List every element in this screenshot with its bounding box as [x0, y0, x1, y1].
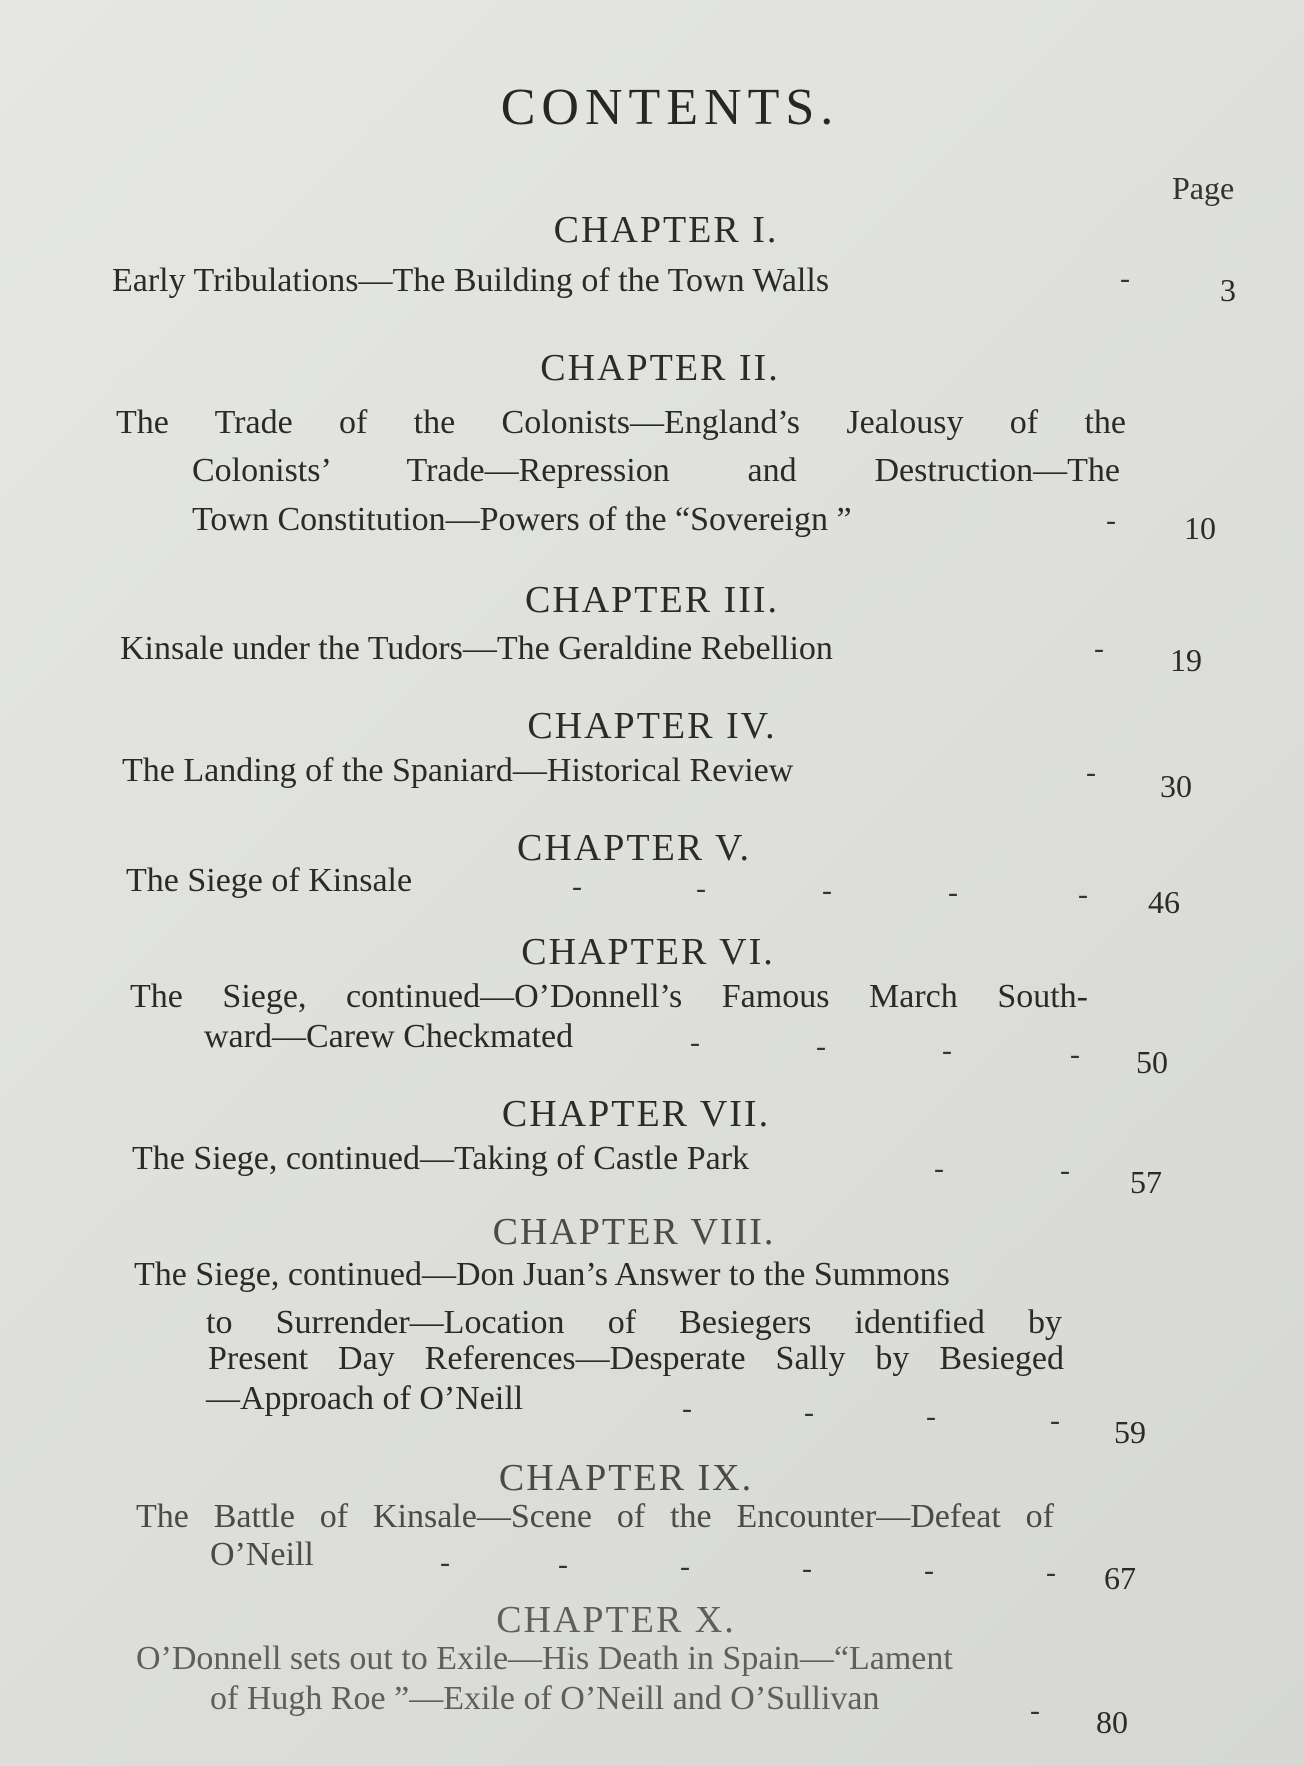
- chapter-description-line: The Landing of the Spaniard—Historical Review: [122, 752, 794, 789]
- chapter-description-line: —Approach of O’Neill: [206, 1380, 524, 1417]
- dot-leader: -: [1030, 1694, 1040, 1727]
- chapter-heading: CHAPTER VII.: [501, 1093, 771, 1135]
- dot-leader: -: [1086, 756, 1096, 789]
- chapter-description-line: The Siege, continued—Don Juan’s Answer to the Summons: [134, 1256, 950, 1293]
- dot-leader: -: [1060, 1154, 1070, 1187]
- dot-leader: -: [942, 1034, 952, 1067]
- page-number: 10: [1184, 510, 1216, 546]
- dot-leader: -: [804, 1396, 814, 1429]
- dot-leader: -: [696, 872, 706, 905]
- chapter-description-line: O’Donnell sets out to Exile—His Death in Spain—“Lament: [136, 1640, 953, 1677]
- dot-leader: -: [1120, 262, 1130, 295]
- dot-leader: -: [1078, 878, 1088, 911]
- dot-leader: -: [1050, 1404, 1060, 1437]
- page-number: 59: [1114, 1414, 1146, 1450]
- chapter-heading: CHAPTER II.: [540, 347, 780, 389]
- dot-leader: -: [1046, 1556, 1056, 1589]
- dot-leader: -: [802, 1552, 812, 1585]
- chapter-description-line: Colonists’ Trade—Repression and Destruction—The: [192, 452, 1120, 489]
- chapter-description-line: ward—Carew Checkmated: [204, 1018, 574, 1055]
- dot-leader: -: [948, 876, 958, 909]
- dot-leader: -: [1070, 1038, 1080, 1071]
- chapter-description-line: O’Neill: [210, 1536, 314, 1573]
- chapter-description-line: The Siege, continued—Taking of Castle Park: [132, 1140, 750, 1177]
- chapter-description-line: The Battle of Kinsale—Scene of the Encounter—Defeat of: [136, 1498, 1054, 1535]
- dot-leader: -: [440, 1546, 450, 1579]
- dot-leader: -: [558, 1548, 568, 1581]
- dot-leader: -: [680, 1550, 690, 1583]
- page-number: 67: [1104, 1560, 1136, 1596]
- chapter-heading: CHAPTER I.: [553, 209, 779, 251]
- chapter-heading: CHAPTER III.: [524, 579, 780, 621]
- dot-leader: -: [690, 1026, 700, 1059]
- page-number: 3: [1220, 272, 1236, 308]
- chapter-description-line: Town Constitution—Powers of the “Sovereign ”: [192, 501, 852, 538]
- chapter-heading: CHAPTER VIII.: [492, 1211, 776, 1253]
- chapter-description-line: The Siege of Kinsale: [126, 862, 413, 899]
- chapter-description-line: to Surrender—Location of Besiegers identified by: [206, 1304, 1062, 1341]
- dot-leader: -: [1106, 504, 1116, 537]
- page-column-label: Page: [1172, 170, 1235, 206]
- chapter-heading: CHAPTER IV.: [527, 705, 777, 747]
- page-number: 19: [1170, 642, 1202, 678]
- dot-leader: -: [1094, 632, 1104, 665]
- chapter-description-line: Present Day References—Desperate Sally by Besieged: [208, 1340, 1064, 1377]
- page-number: 50: [1136, 1044, 1168, 1080]
- dot-leader: -: [926, 1400, 936, 1433]
- dot-leader: -: [934, 1152, 944, 1185]
- dot-leader: -: [572, 870, 582, 903]
- chapter-description-line: The Siege, continued—O’Donnell’s Famous March South-: [130, 978, 1088, 1015]
- chapter-description-line: Kinsale under the Tudors—The Geraldine Rebellion: [120, 630, 833, 667]
- chapter-heading: CHAPTER IX.: [498, 1457, 754, 1499]
- chapter-description-line: The Trade of the Colonists—England’s Jealousy of the: [116, 404, 1126, 441]
- page-number: 46: [1148, 884, 1180, 920]
- page-number: 80: [1096, 1704, 1128, 1740]
- dot-leader: -: [682, 1392, 692, 1425]
- page-number: 30: [1160, 768, 1192, 804]
- dot-leader: -: [816, 1030, 826, 1063]
- chapter-heading: CHAPTER V.: [517, 827, 751, 869]
- chapter-heading: CHAPTER X.: [496, 1599, 736, 1641]
- page-title: CONTENTS.: [500, 79, 840, 136]
- chapter-description-line: of Hugh Roe ”—Exile of O’Neill and O’Sullivan: [210, 1680, 880, 1717]
- page-number: 57: [1130, 1164, 1162, 1200]
- chapter-description-line: Early Tribulations—The Building of the Town Walls: [112, 262, 830, 299]
- chapter-heading: CHAPTER VI.: [521, 931, 775, 973]
- dot-leader: -: [822, 874, 832, 907]
- dot-leader: -: [924, 1554, 934, 1587]
